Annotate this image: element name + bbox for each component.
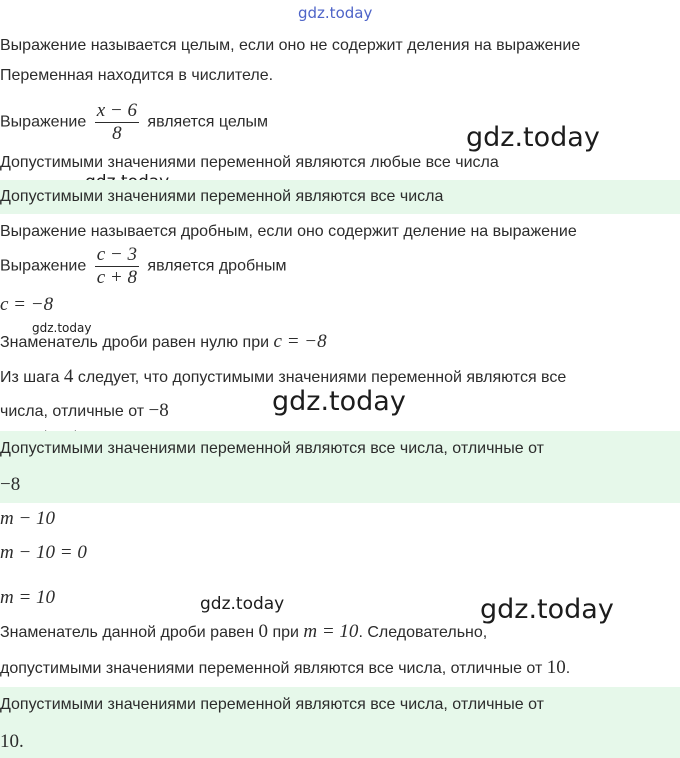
statement-text: Из шага [0,369,60,386]
expression-type: является целым [147,113,269,131]
expression-type: является дробным [147,257,287,275]
fraction-x-minus-6-over-8 [95,100,139,145]
statement-text: Знаменатель данной дроби равен [0,624,255,641]
step-number: 4 [63,366,74,387]
explanation-numerator: Переменная находится в числителе. [0,67,274,84]
step-conclusion-continued [0,400,169,423]
denominator-zero-m [0,621,487,644]
watermark: gdz.today [298,4,373,22]
statement-text: следует, что допустимыми значениями переменной являются все [77,369,567,386]
statement-text: . Следовательно, [358,624,488,641]
math-inline: c = −8 [273,331,327,352]
expression-fractional [0,244,286,289]
watermark: gdz.today [466,122,600,153]
fraction-numerator: x − 6 [96,100,137,121]
allowed-values-statement: Допустимыми значениями переменной являются любые все числа [0,154,499,171]
answer-3-value: 10. [0,731,24,752]
expression-label: Выражение [0,257,87,275]
watermark: gdz.today [32,321,92,335]
watermark: gdz.today [480,594,614,625]
solution-m: m = 10 [0,587,56,608]
expression-integer [0,100,268,145]
statement-text: при [272,624,299,641]
statement-text: числа, отличные от [0,403,145,420]
fraction-numerator: c − 3 [96,244,137,265]
math-inline: 0 [258,621,268,642]
answer-3: Допустимыми значениями переменной являются все числа, отличные от [0,696,544,713]
equation-c: c = −8 [0,294,54,315]
step-conclusion [0,366,566,389]
answer-1: Допустимыми значениями переменной являются все числа [0,188,444,205]
equation-m: m − 10 = 0 [0,542,87,563]
math-inline: m = 10 [303,621,359,642]
answer-2-value: −8 [0,474,21,495]
watermark: gdz.today [272,386,406,417]
allowed-values-m [0,657,570,680]
watermark: gdz.today [200,594,285,614]
definition-fractional: Выражение называется дробным, если оно содержит деление на выражение [0,223,577,240]
statement-text: Знаменатель дроби равен нулю при [0,334,270,351]
expression-label: Выражение [0,113,87,131]
math-inline: −8 [148,400,169,421]
answer-2: Допустимыми значениями переменной являются все числа, отличные от [0,440,544,457]
fraction-denominator: 8 [112,123,122,144]
fraction-denominator: c + 8 [96,267,137,288]
definition-integer: Выражение называется целым, если оно не содержит деления на выражение [0,37,581,54]
math-inline: 10 [546,657,566,678]
statement-text: допустимыми значениями переменной являются все числа, отличные от [0,660,543,677]
statement-text: . [565,660,571,677]
denominator-zero-statement [0,331,327,354]
expression-m: m − 10 [0,508,56,529]
fraction-c-minus-3-over-c-plus-8 [95,244,139,289]
